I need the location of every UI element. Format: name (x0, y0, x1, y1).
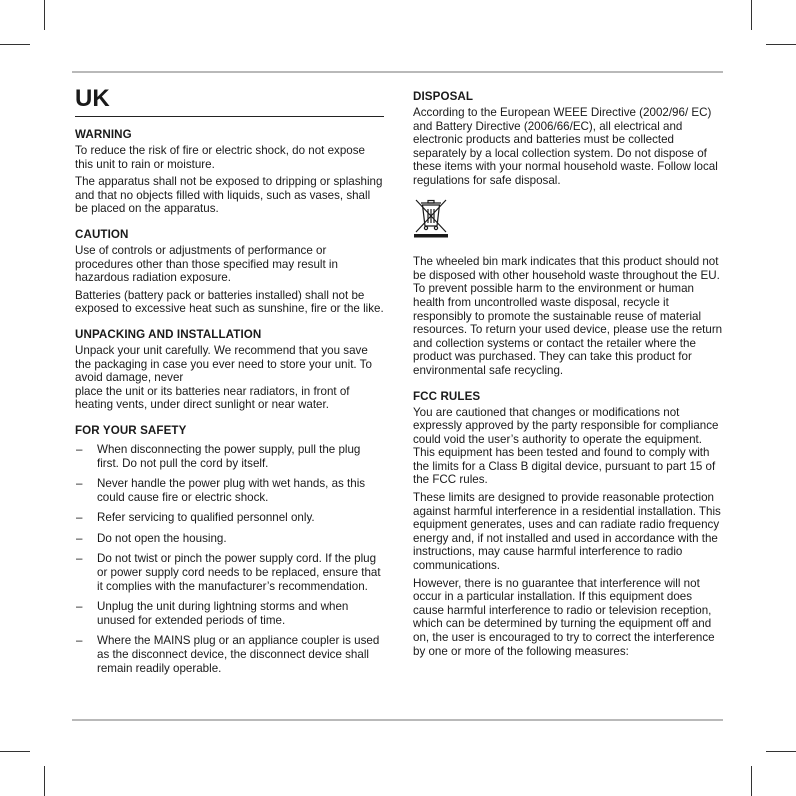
list-item-text: Where the MAINS plug or an appliance coupler is used as the disconnect device, the disconnect device shall remain readily operable. (97, 634, 380, 675)
list-item (75, 552, 384, 593)
caution-paragraph: Use of controls or adjustments of performance or procedures other than those specified may result in hazardous radiation exposure. (75, 243, 338, 285)
caution-paragraph: Batteries (battery pack or batteries installed) shall not be exposed to excessive heat such as sunshine, fire or the like. (75, 288, 384, 316)
list-item-text: Unplug the unit during lightning storms and when unused for extended periods of time. (97, 600, 349, 627)
dash-bullet: – (76, 531, 83, 545)
fcc-heading: FCC RULES (413, 389, 481, 403)
list-item (75, 634, 384, 675)
list-item (75, 511, 384, 525)
list-item-text: Do not twist or pinch the power supply cord. If the plug or power supply cord needs to be replaced, ensure that it complies with the manufacturer’s recommendation. (97, 552, 381, 593)
right-column (413, 90, 725, 670)
dash-bullet: – (76, 511, 83, 525)
left-column (75, 82, 384, 687)
warning-section (75, 128, 384, 216)
dash-bullet: – (76, 442, 83, 456)
list-item-text: Refer servicing to qualified personnel only. (97, 511, 315, 525)
unpacking-paragraph: place the unit or its batteries near radiators, in front of heating vents, under direct sunlight or near water. (75, 384, 350, 412)
crop-mark (0, 44, 30, 45)
disposal-heading: DISPOSAL (413, 90, 474, 103)
warning-paragraph: The apparatus shall not be exposed to dripping or splashing and that no objects filled with liquids, such as vases, shall be placed on the apparatus. (75, 175, 383, 216)
unpacking-heading: UNPACKING AND INSTALLATION (75, 327, 262, 341)
top-rule (72, 71, 723, 73)
crop-mark (44, 766, 45, 796)
list-item (75, 600, 384, 627)
dash-bullet: – (76, 600, 83, 614)
warning-paragraph: To reduce the risk of fire or electric shock, do not expose this unit to rain or moisture. (75, 144, 365, 171)
weee-crossed-bin-icon (413, 198, 449, 238)
unpacking-paragraph: Unpack your unit carefully. We recommend that you save the packaging in case you ever need to store your unit. To avoid damage, never (75, 343, 372, 385)
crop-mark (766, 44, 796, 45)
list-item (75, 532, 384, 546)
bottom-rule (72, 719, 723, 721)
caution-heading: CAUTION (75, 227, 129, 241)
crop-mark (751, 0, 752, 30)
fcc-section (413, 390, 725, 659)
crop-mark (751, 766, 752, 796)
fcc-paragraph: You are cautioned that changes or modifications not expressly approved by the party responsible for compliance could void the user’s authority to operate the equipment. This equipment has been tested and found to comply with the limits for a Class B digital device, pursuant to part 15 of the FCC rules. (413, 405, 719, 487)
list-item-text: Do not open the housing. (97, 531, 227, 545)
safety-heading: FOR YOUR SAFETY (75, 423, 187, 437)
list-item-text: Never handle the power plug with wet hands, as this could cause fire or electric shock. (97, 477, 366, 504)
dash-bullet: – (76, 634, 83, 648)
bin-paragraph: The wheeled bin mark indicates that this product should not be disposed with other household waste throughout the EU. To prevent possible harm to the environment or human health from uncontrolled waste disposal, recycle it responsibly to promote the sustainable reuse of material resources. To return your used device, please use the return and collection systems or contact the retailer where the product was purchased. They can take this product for environmental safe recycling. (413, 255, 723, 377)
list-item (75, 443, 384, 470)
crop-mark (44, 0, 45, 30)
crop-mark (766, 751, 796, 752)
caution-section (75, 228, 384, 316)
warning-heading: WARNING (75, 128, 132, 141)
dash-bullet: – (76, 552, 83, 566)
list-item (75, 477, 384, 504)
safety-list (75, 443, 384, 675)
language-title: UK (75, 85, 110, 112)
safety-section (75, 424, 384, 675)
disposal-section (413, 90, 725, 378)
dash-bullet: – (76, 477, 83, 491)
unpacking-section (75, 328, 384, 412)
title-underline (75, 116, 384, 117)
crop-mark (0, 751, 30, 752)
list-item-text: When disconnecting the power supply, pull the plug first. Do not pull the cord by itself. (97, 442, 361, 470)
disposal-paragraph: According to the European WEEE Directive (2002/96/ EC) and Battery Directive (2006/66/EC), all electrical and electronic products and batteries must be collected separately by a local collection system. Do not dispose of these items with your normal household waste. Follow local regulations for safe disposal. (413, 106, 718, 187)
fcc-paragraph: However, there is no guarantee that interference will not occur in a particular installation. If this equipment does cause harmful interference to radio or television reception, which can be determined by turning the equipment off and on, the user is encouraged to try to correct the interference by one or more of the following measures: (413, 576, 715, 658)
fcc-paragraph: These limits are designed to provide reasonable protection against harmful interference in a residential installation. This equipment generates, uses and can radiate radio frequency energy and, if not installed and used in accordance with the instructions, may cause harmful interference to radio communications. (413, 491, 721, 573)
